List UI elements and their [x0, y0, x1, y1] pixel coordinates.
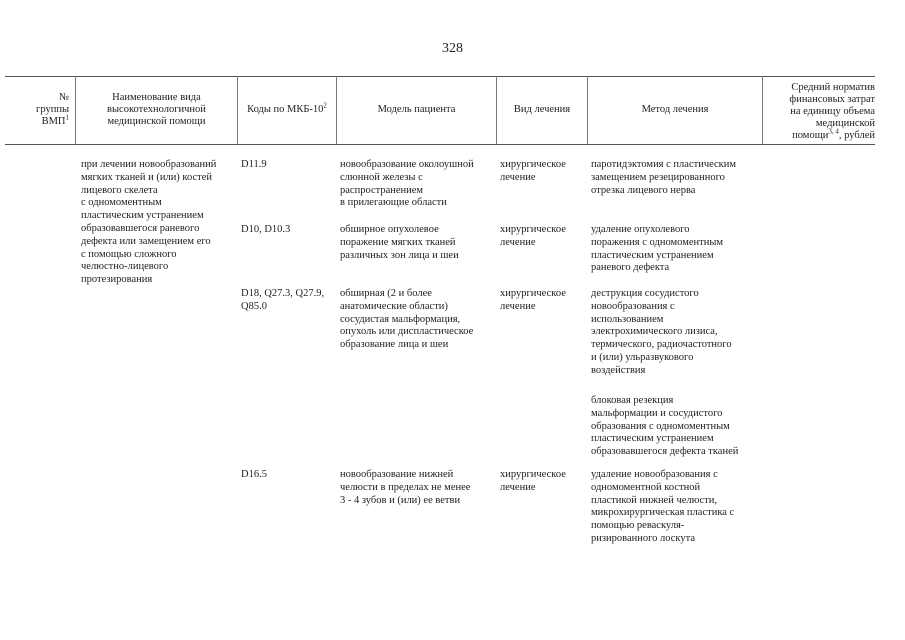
header-patient-model	[337, 76, 496, 144]
header-treatment-type	[497, 76, 587, 144]
patient-model-cell: новообразование нижней челюсти в пределах не менее 3 - 4 зубов и (или) ее ветви	[340, 469, 471, 506]
treatment-method-cell: паротидэктомия с пластическим замещением резецированного отрезка лицевого нерва	[591, 159, 737, 196]
header-average-cost	[763, 76, 875, 144]
header-treatment-type-text: Вид лечения	[513, 104, 571, 115]
patient-model-cell: обширная (2 и более анатомические области) сосудистая мальформация, опухоль или диспластическое образование лица и шеи	[340, 288, 474, 351]
header-treatment-method-text: Метод лечения	[641, 104, 709, 115]
header-care-name-text: Наименование вида высокотехнологичной медицинской помощи	[107, 92, 206, 127]
icd-codes-cell: D11.9	[241, 159, 267, 170]
patient-model-cell: новообразование околоушной слюнной железы с распространением в прилегающие области	[340, 159, 474, 209]
header-group-number-text: № группы ВМП	[36, 92, 69, 127]
page-number: 328	[442, 41, 463, 56]
care-name-cell: при лечении новообразований мягких тканей и (или) костей лицевого скелета с одномоментным пластическим устранением образовавшегося раневого дефекта или замещением его с помощью сложного челюстно-лицевого протезирования	[81, 159, 217, 286]
icd-codes-cell: D10, D10.3	[241, 224, 291, 235]
header-group-number	[5, 76, 75, 144]
footnote-ref: 2	[323, 101, 327, 110]
header-icd-codes-text: Коды по МКБ-10	[247, 104, 324, 115]
icd-codes-cell: D18, Q27.3, Q27.9, Q85.0	[241, 288, 325, 312]
treatment-method-cell: деструкция сосудистого новообразования с использованием электрохимического лизиса, термического, радиочастотного и (или) ульразвукового воздействия	[591, 288, 732, 376]
treatment-type-cell: хирургическое лечение	[500, 224, 566, 248]
icd-codes-cell: D16.5	[241, 469, 267, 480]
treatment-method-cell: удаление новообразования с одномоментной костной пластикой нижней челюсти, микрохирургическая пластика с помощью реваскуля- ризированного лоскута	[591, 469, 735, 544]
treatment-type-cell: хирургическое лечение	[500, 288, 566, 312]
patient-model-cell: обширное опухолевое поражение мягких тканей различных зон лица и шеи	[340, 224, 459, 261]
header-average-cost-tail: , рублей	[838, 130, 875, 141]
footnote-ref: 1	[65, 113, 69, 122]
header-average-cost-text: Средний норматив финансовых затрат на единицу объема медицинской помощи	[789, 82, 875, 141]
treatment-method-cell: удаление опухолевого поражения с одномоментным пластическим устранением раневого дефекта	[591, 224, 724, 274]
header-icd-codes	[238, 76, 336, 144]
header-patient-model-text: Модель пациента	[377, 104, 456, 115]
treatment-type-cell: хирургическое лечение	[500, 469, 566, 493]
header-treatment-method	[588, 76, 762, 144]
header-care-name	[76, 76, 237, 144]
treatment-method-cell-alt: блоковая резекция мальформации и сосудистого образования с одномоментным пластическим устранением образовавшегося дефекта тканей	[591, 395, 739, 458]
footnote-ref: 3, 4	[828, 127, 839, 136]
table-header-bottom-rule	[5, 144, 875, 145]
treatment-type-cell: хирургическое лечение	[500, 159, 566, 183]
